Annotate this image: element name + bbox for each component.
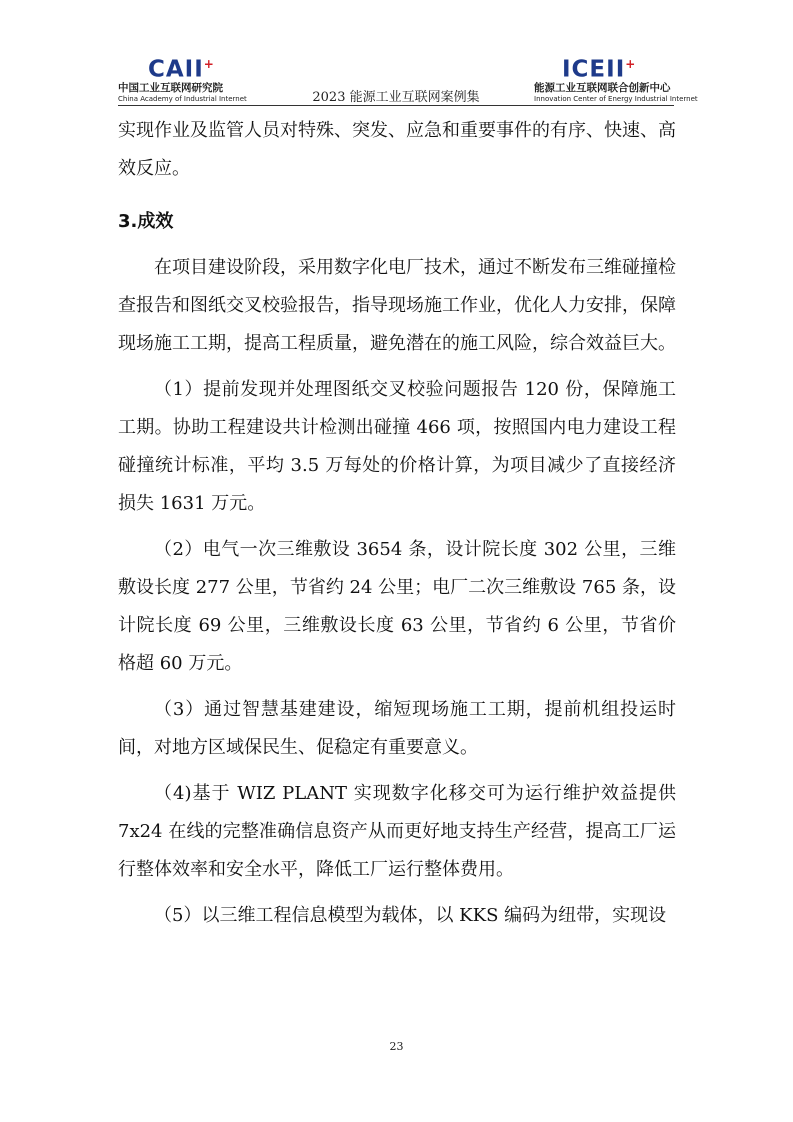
paragraph-item-3: （3）通过智慧基建建设，缩短现场施工工期，提前机组投运时间，对地方区域保民生、促稳定有重要意义。 — [118, 699, 676, 758]
plus-icon: + — [625, 57, 637, 71]
paragraph-item-2: （2）电气一次三维敷设 3654 条，设计院长度 302 公里，三维敷设长度 277 公里，节省约 24 公里；电厂二次三维敷设 765 条，设计院长度 69 公里，三维敷设长度 63 公里，节省约 6 公里，节省价格超 60 万元。 — [118, 539, 676, 674]
header-title: 2023 能源工业互联网案例集 — [312, 90, 480, 105]
section-heading: 3.成效 — [118, 211, 174, 232]
page-header — [118, 52, 698, 106]
paragraph-item-4: （4)基于 WIZ PLANT 实现数字化移交可为运行维护效益提供 7x24 在线的完整准确信息资产从而更好地支持生产经营，提高工厂运行整体效率和安全水平，降低工厂运行整体费用。 — [118, 783, 676, 880]
iceii-logo — [534, 52, 698, 104]
paragraph-item-5: （5）以三维工程信息模型为载体，以 KKS 编码为纽带，实现设 — [154, 905, 667, 926]
paragraph-intro: 在项目建设阶段，采用数字化电厂技术，通过不断发布三维碰撞检查报告和图纸交叉校验报告，指导现场施工作业，优化人力安排，保障现场施工工期，提高工程质量，避免潜在的施工风险，综合效益巨大。 — [118, 257, 676, 354]
page-content — [118, 112, 676, 935]
iceii-logo-mark: ICEII — [562, 56, 626, 83]
caii-logo-cn: 中国工业互联网研究院 — [118, 81, 223, 94]
page-number: 23 — [389, 1040, 404, 1053]
caii-logo-mark: CAII — [148, 56, 204, 83]
iceii-logo-en: Innovation Center of Energy Industrial Internet — [534, 94, 698, 103]
caii-logo-en: China Academy of Industrial Internet — [118, 94, 247, 103]
plus-icon: + — [203, 57, 215, 71]
paragraph-continued: 实现作业及监管人员对特殊、突发、应急和重要事件的有序、快速、高效反应。 — [118, 120, 676, 179]
header-divider — [118, 105, 674, 106]
paragraph-item-1: （1）提前发现并处理图纸交叉校验问题报告 120 份，保障施工工期。协助工程建设共计检测出碰撞 466 项，按照国内电力建设工程碰撞统计标准，平均 3.5 万每处的价格计算，为项目减少了直接经济损失 1631 万元。 — [118, 379, 676, 514]
iceii-logo-cn: 能源工业互联网联合创新中心 — [534, 81, 671, 94]
